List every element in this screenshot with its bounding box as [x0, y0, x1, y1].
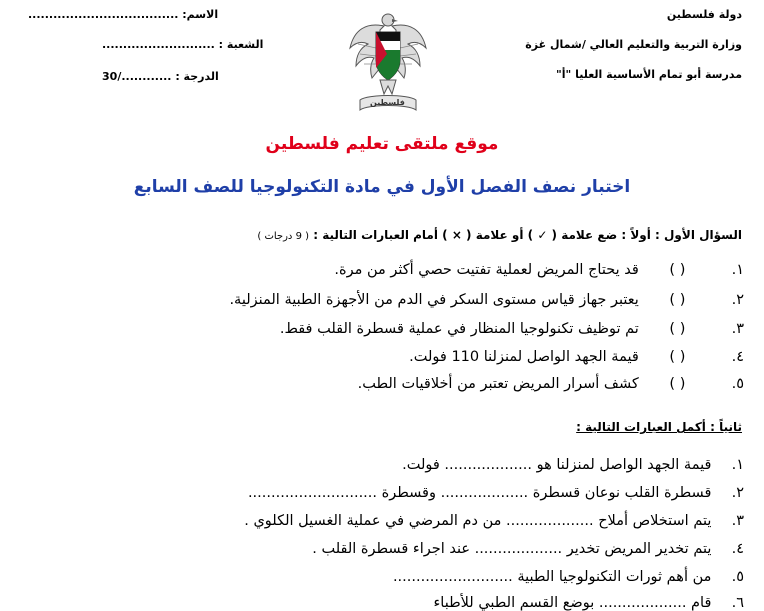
- header-state: دولة فلسطين: [666, 8, 742, 21]
- q2-item-6: [433, 595, 744, 611]
- section-field: [102, 38, 263, 51]
- q2-item-3: [244, 513, 744, 529]
- section-label: الشعبة :: [218, 38, 264, 51]
- item-number: ٥.: [731, 376, 744, 392]
- q1-item-3: [280, 321, 744, 337]
- answer-parens: ( ): [669, 349, 686, 365]
- item-number: ٤.: [731, 541, 744, 557]
- item-text: تم توظيف تكنولوجيا المنظار في عملية قسطرة القلب فقط.: [279, 321, 639, 337]
- name-label: الاسم:: [182, 8, 219, 21]
- q2-item-1: [402, 457, 744, 473]
- grade-label: الدرجة :: [175, 70, 219, 83]
- exam-title: اختبار نصف الفصل الأول في مادة التكنولوجيا للصف السابع: [133, 177, 631, 197]
- item-text: قيمة الجهد الواصل لمنزلنا 110 فولت.: [409, 349, 639, 365]
- answer-parens: ( ): [669, 292, 686, 308]
- item-text: قسطرة القلب نوعان قسطرة ................... وقسطرة ............................: [247, 485, 712, 501]
- item-text: من أهم ثورات التكنولوجيا الطبية ..........................: [392, 569, 712, 585]
- item-number: ٢.: [731, 292, 744, 308]
- q2-item-2: [248, 485, 744, 501]
- item-number: ٦.: [731, 595, 744, 611]
- item-text: قد يحتاج المريض لعملية تفتيت حصي أكثر من مرة.: [334, 262, 639, 278]
- section-blank: ...........................: [102, 38, 215, 51]
- q1-item-5: [358, 376, 744, 392]
- header-ministry: وزارة التربية والتعليم العالي /شمال غزة: [525, 38, 742, 51]
- item-number: ٥.: [731, 569, 744, 585]
- site-title: موقع ملتقى تعليم فلسطين: [265, 134, 499, 154]
- q1-marks: ( 9 درجات ): [257, 231, 310, 242]
- item-text: يتم استخلاص أملاح ................... من دم المرضي في عملية الغسيل الكلوي .: [244, 513, 712, 529]
- item-number: ٣.: [731, 513, 744, 529]
- name-blank: ....................................: [28, 8, 179, 21]
- q2-item-5: [393, 569, 744, 585]
- name-field: [28, 8, 218, 21]
- q1-item-2: [229, 292, 744, 308]
- answer-parens: ( ): [669, 321, 686, 337]
- q2-heading-text: ثانياً : أكمل العبارات التالية :: [576, 420, 742, 434]
- q1-item-1: [334, 262, 744, 278]
- header-school: مدرسة أبو تمام الأساسية العليا "أ": [556, 68, 742, 81]
- q1-heading-text: السؤال الأول : أولاً : ضع علامة ( ✓ ) أو علامة ( × ) أمام العبارات التالية :: [313, 228, 742, 242]
- item-number: ١.: [731, 457, 744, 473]
- item-number: ١.: [731, 262, 744, 278]
- crest-caption: فلسطين: [370, 98, 405, 107]
- item-text: قام ................... بوضع القسم الطبي للأطباء: [433, 595, 712, 611]
- item-number: ٣.: [731, 321, 744, 337]
- item-text: يعتبر جهاز قياس مستوى السكر في الدم من الأجهزة الطبية المنزلية.: [229, 292, 639, 308]
- item-text: كشف أسرار المريض تعتبر من أخلاقيات الطب.: [357, 376, 639, 392]
- q1-heading: [257, 228, 742, 242]
- answer-parens: ( ): [669, 376, 686, 392]
- item-number: ٤.: [731, 349, 744, 365]
- q1-item-4: [409, 349, 744, 365]
- grade-field: [102, 70, 219, 83]
- item-text: قيمة الجهد الواصل لمنزلنا هو ................... فولت.: [402, 457, 712, 473]
- answer-parens: ( ): [669, 262, 686, 278]
- item-number: ٢.: [731, 485, 744, 501]
- q2-item-4: [312, 541, 744, 557]
- grade-value: ............/30: [102, 70, 172, 83]
- item-text: يتم تخدير المريض تخدير ................... عند اجراء قسطرة القلب .: [312, 541, 712, 557]
- q2-heading: [576, 420, 742, 434]
